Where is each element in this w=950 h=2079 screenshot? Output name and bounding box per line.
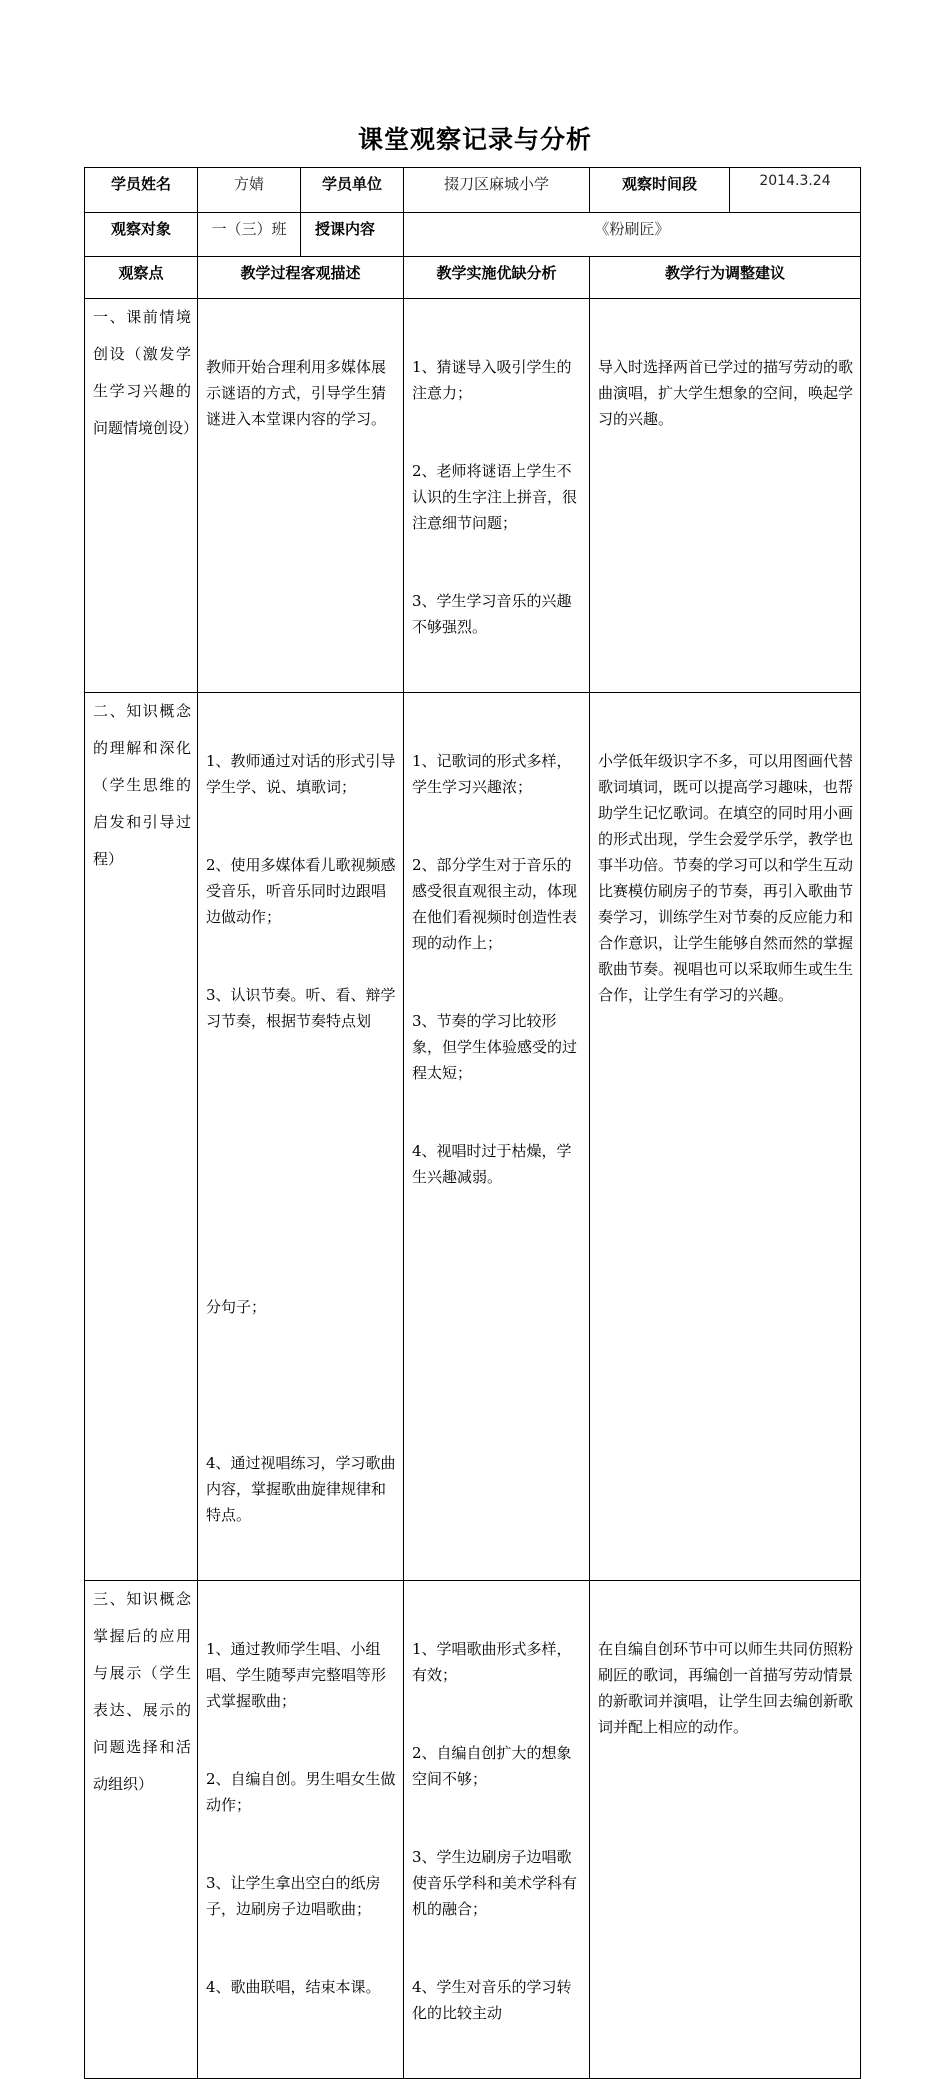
description-line: 4、歌曲联唱，结束本课。 [206,1978,381,1996]
label-observation-target: 观察对象 [85,213,198,257]
analysis-line: 2、部分学生对于音乐的感受很直观很主动，体现在他们看视频时创造性表现的动作上； [412,856,578,952]
analysis-line: 4、视唱时过于枯燥，学生兴趣减弱。 [412,1142,572,1186]
analysis-line: 2、老师将谜语上学生不认识的生字注上拼音，很注意细节问题； [412,462,578,532]
observation-point: 一、课前情境创设（激发学生学习兴趣的问题情境创设） [85,299,198,693]
suggestion-cell [590,299,861,693]
value-student-name: 方婧 [198,168,301,213]
suggestion-line: 在自编自创环节中可以师生共同仿照粉刷匠的歌词，再编创一首描写劳动情景的新歌词并演唱，让学生回去编创新歌词并配上相应的动作。 [598,1640,854,1736]
description-line: 教师开始合理利用多媒体展示谜语的方式，引导学生猜谜进入本堂课内容的学习。 [206,358,387,428]
observation-point: 三、知识概念掌握后的应用与展示（学生表达、展示的问题选择和活动组织） [85,1581,198,2079]
value-student-unit: 掇刀区麻城小学 [404,168,590,213]
table-row [85,693,861,1581]
column-header-analysis: 教学实施优缺分析 [404,257,590,299]
value-lesson-content: 《粉刷匠》 [404,213,861,257]
analysis-cell [404,299,590,693]
suggestion-line: 导入时选择两首已学过的描写劳动的歌曲演唱，扩大学生想象的空间，唤起学习的兴趣。 [598,358,854,428]
column-header-description: 教学过程客观描述 [198,257,404,299]
description-cell [198,299,404,693]
label-student-unit: 学员单位 [301,168,404,213]
description-line: 分句子； [206,1298,267,1316]
blank-space [206,1086,397,1242]
value-observation-time: 2014.3.24 [730,168,861,213]
table-row [85,299,861,693]
description-line: 1、教师通过对话的形式引导学生学、说、填歌词； [206,752,396,796]
suggestion-cell [590,1581,861,2079]
description-line: 1、通过教师学生唱、小组唱、学生随琴声完整唱等形式掌握歌曲； [206,1640,387,1710]
page-title: 课堂观察记录与分析 [357,125,592,154]
suggestion-line: 小学低年级识字不多，可以用图画代替歌词填词，既可以提高学习趣味，也帮助学生记忆歌词。在填空的同时用小画的形式出现，学生会爱学乐学，教学也事半功倍。节奏的学习可以和学生互动比赛模仿刷房子的节奏，再引入歌曲节奏学习，训练学生对节奏的反应能力和合作意识，让学生能够自然而然的掌握歌曲节奏。视唱也可以采取师生或生生合作，让学生有学习的兴趣。 [598,752,854,1004]
analysis-cell [404,1581,590,2079]
description-cell [198,1581,404,2079]
label-student-name: 学员姓名 [85,168,198,213]
analysis-line: 3、学生学习音乐的兴趣不够强烈。 [412,592,572,636]
info-row-2 [85,213,861,257]
column-header-point: 观察点 [85,257,198,299]
column-header-suggestion: 教学行为调整建议 [590,257,861,299]
analysis-line: 4、学生对音乐的学习转化的比较主动 [412,1978,572,2022]
label-observation-time: 观察时间段 [590,168,730,213]
analysis-line: 1、猜谜导入吸引学生的注意力； [412,358,572,402]
analysis-line: 2、自编自创扩大的想象空间不够； [412,1744,572,1788]
blank-space [206,1372,397,1398]
analysis-line: 1、学唱歌曲形式多样，有效； [412,1640,572,1684]
description-line: 3、让学生拿出空白的纸房子，边刷房子边唱歌曲； [206,1874,381,1918]
info-row-1 [85,168,861,213]
analysis-line: 3、节奏的学习比较形象，但学生体验感受的过程太短； [412,1012,578,1082]
observation-point: 二、知识概念的理解和深化（学生思维的启发和引导过程） [85,693,198,1581]
analysis-cell [404,693,590,1581]
analysis-line: 1、记歌词的形式多样，学生学习兴趣浓； [412,752,572,796]
value-observation-target: 一（三）班 [198,213,301,257]
description-line: 2、自编自创。男生唱女生做动作； [206,1770,396,1814]
suggestion-cell [590,693,861,1581]
column-header-row [85,257,861,299]
label-lesson-content: 授课内容 [301,213,404,257]
observation-table [84,167,861,2079]
description-line: 3、认识节奏。听、看、辩学习节奏，根据节奏特点划 [206,986,396,1030]
description-line: 2、使用多媒体看儿歌视频感受音乐，听音乐同时边跟唱边做动作； [206,856,396,926]
table-row [85,1581,861,2079]
description-line: 4、通过视唱练习，学习歌曲内容，掌握歌曲旋律规律和特点。 [206,1454,396,1524]
description-cell [198,693,404,1581]
analysis-line: 3、学生边刷房子边唱歌使音乐学科和美术学科有机的融合； [412,1848,578,1918]
